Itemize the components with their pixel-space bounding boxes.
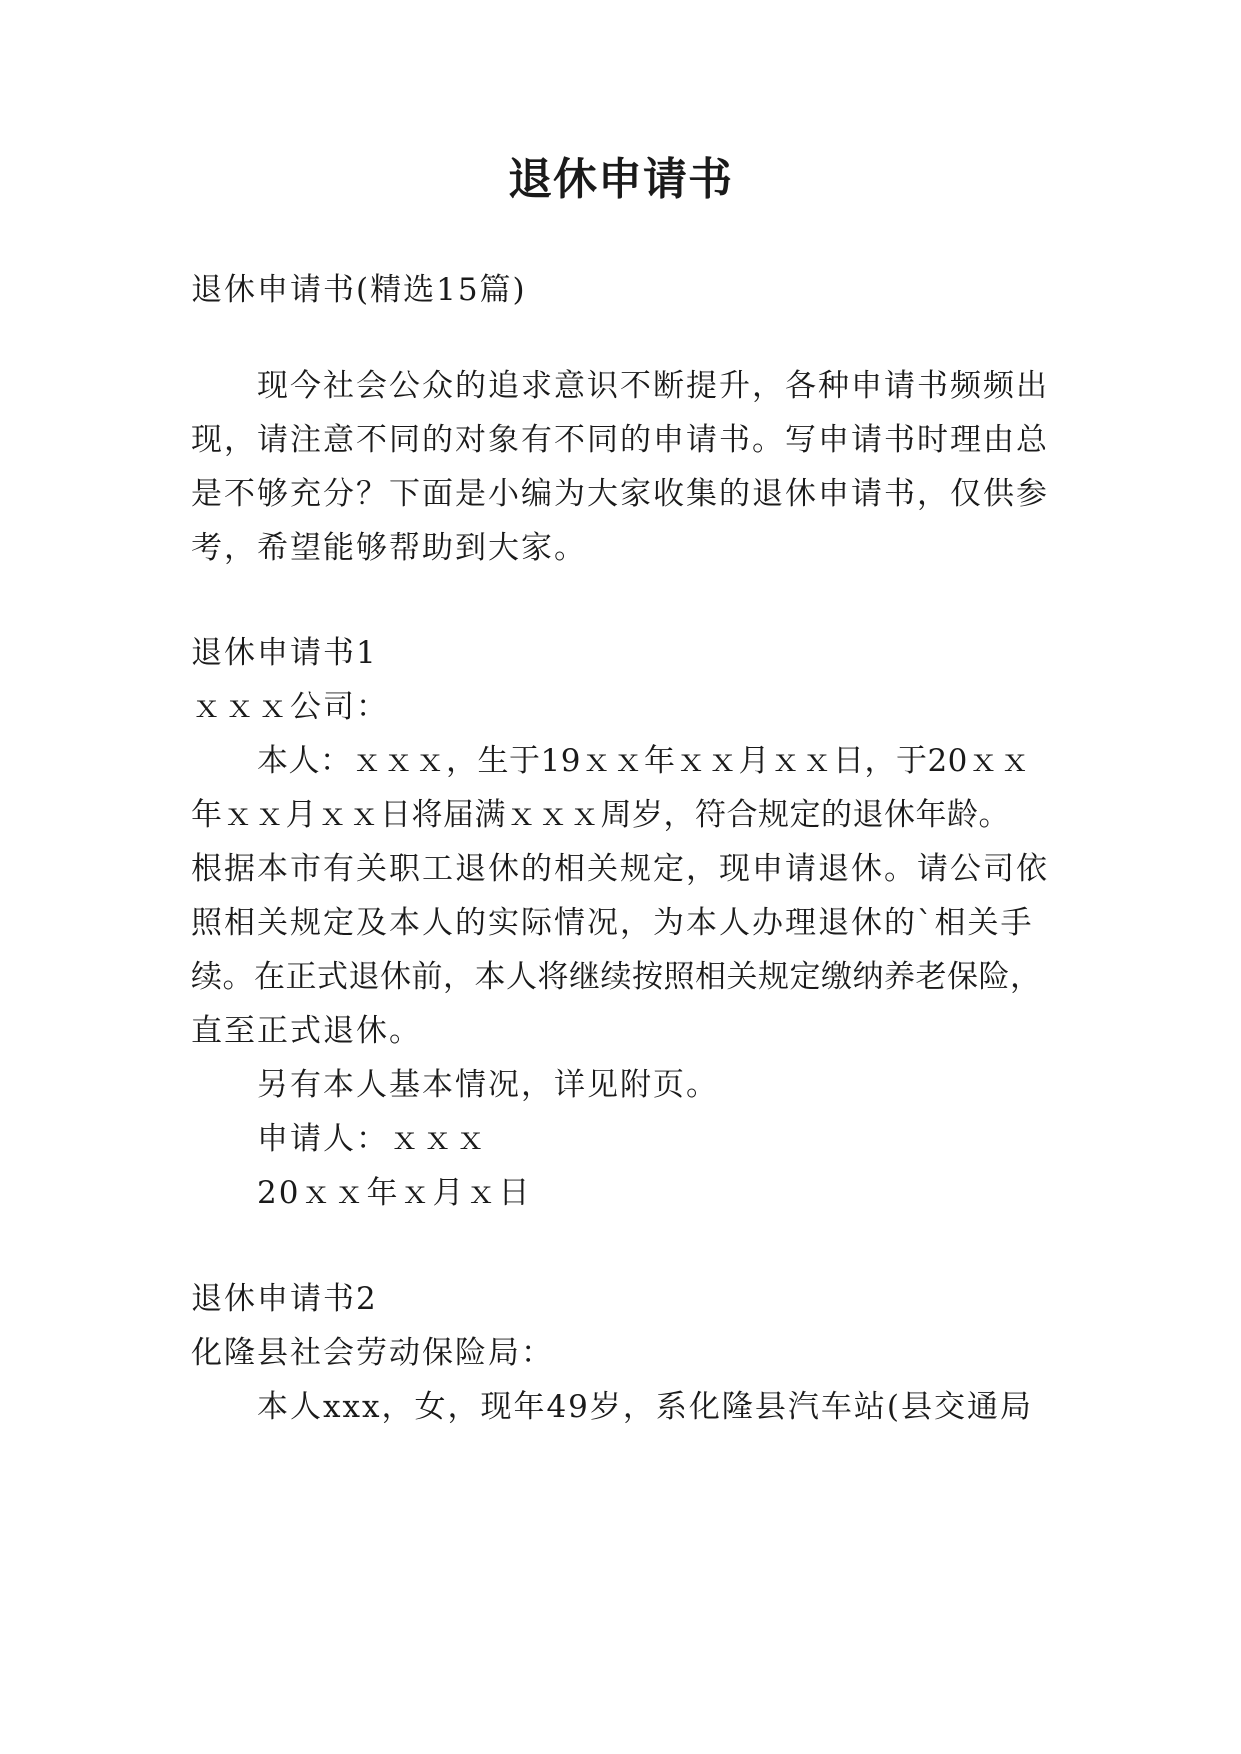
letter1-body-line-3: 根据本市有关职工退休的相关规定，现申请退休。请公司依 xyxy=(191,851,1049,887)
letter2-heading: 退休申请书2 xyxy=(191,1281,378,1317)
letter1-body-line-4: 照相关规定及本人的实际情况，为本人办理退休的`相关手 xyxy=(191,905,1034,941)
letter1-date: 20ｘｘ年ｘ月ｘ日 xyxy=(257,1175,532,1211)
document-subtitle: 退休申请书(精选15篇) xyxy=(191,272,527,308)
letter1-body-line-6: 直至正式退休。 xyxy=(191,1013,422,1049)
letter1-salutation: ｘｘｘ公司： xyxy=(191,689,389,725)
letter1-body-line-1: 本人：ｘｘｘ，生于19ｘｘ年ｘｘ月ｘｘ日，于20ｘｘ xyxy=(257,743,1031,779)
intro-line-2: 现，请注意不同的对象有不同的申请书。写申请书时理由总 xyxy=(191,422,1049,458)
intro-line-3: 是不够充分？下面是小编为大家收集的退休申请书，仅供参 xyxy=(191,476,1049,512)
letter2-body-line-1: 本人xxx，女，现年49岁，系化隆县汽车站(县交通局 xyxy=(257,1389,1033,1425)
letter2-salutation: 化隆县社会劳动保险局： xyxy=(191,1335,554,1371)
letter1-body-line-5: 续。在正式退休前，本人将继续按照相关规定缴纳养老保险， xyxy=(191,959,1042,995)
letter1-heading: 退休申请书1 xyxy=(191,635,378,671)
letter1-signature: 申请人：ｘｘｘ xyxy=(257,1121,488,1157)
document-title: 退休申请书 xyxy=(508,154,733,205)
intro-line-4: 考，希望能够帮助到大家。 xyxy=(191,530,587,566)
intro-line-1: 现今社会公众的追求意识不断提升，各种申请书频频出 xyxy=(257,368,1049,404)
letter1-body-line-2: 年ｘｘ月ｘｘ日将届满ｘｘｘ周岁，符合规定的退休年龄。 xyxy=(191,797,1010,833)
letter1-note: 另有本人基本情况，详见附页。 xyxy=(257,1067,719,1103)
